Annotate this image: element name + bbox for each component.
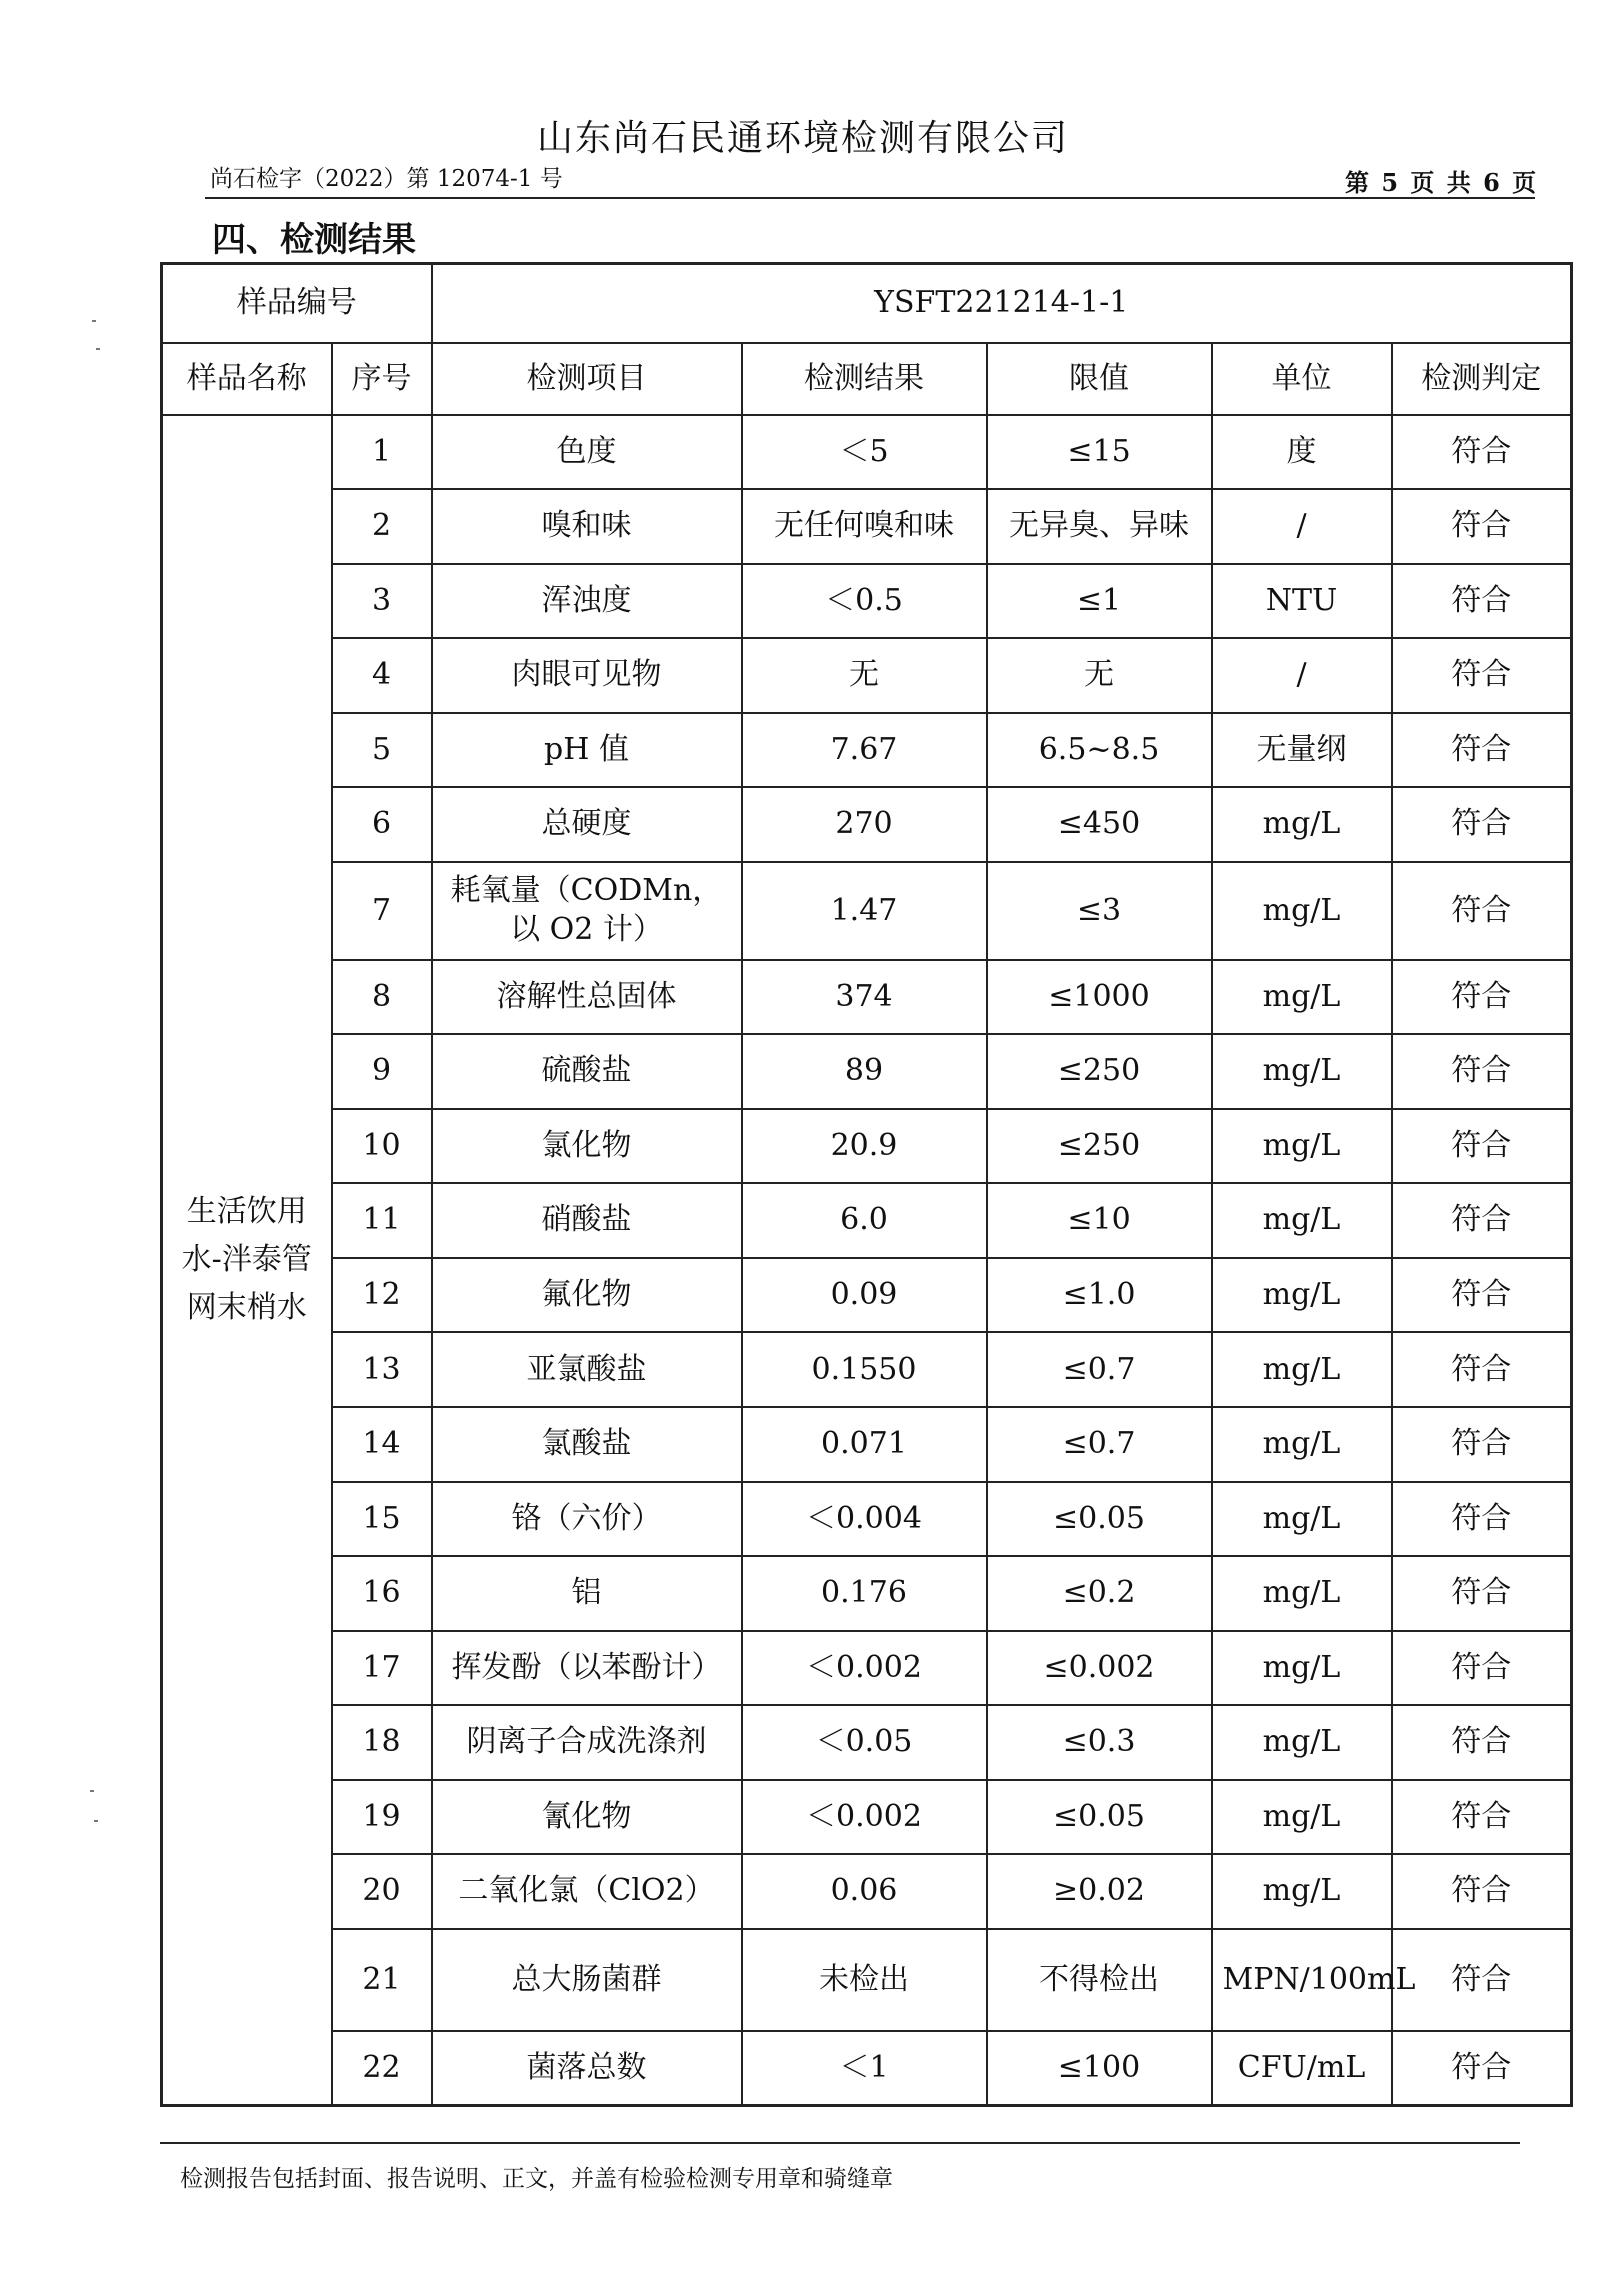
test-item: 氟化物 xyxy=(432,1258,742,1333)
judgement: 符合 xyxy=(1392,489,1572,564)
limit-value: ≤15 xyxy=(987,415,1212,490)
table-row xyxy=(162,1332,1572,1407)
table-row xyxy=(162,564,1572,639)
test-item: 氯酸盐 xyxy=(432,1407,742,1482)
judgement: 符合 xyxy=(1392,415,1572,490)
row-number: 19 xyxy=(332,1780,432,1855)
table-row xyxy=(162,1183,1572,1258)
row-number: 12 xyxy=(332,1258,432,1333)
unit: mg/L xyxy=(1212,862,1392,960)
test-item: 亚氯酸盐 xyxy=(432,1332,742,1407)
judgement: 符合 xyxy=(1392,1407,1572,1482)
test-result: ＜0.002 xyxy=(742,1631,987,1706)
test-result: 7.67 xyxy=(742,713,987,788)
test-item: 菌落总数 xyxy=(432,2031,742,2106)
judgement: 符合 xyxy=(1392,638,1572,713)
test-item: 阴离子合成洗涤剂 xyxy=(432,1705,742,1780)
unit: mg/L xyxy=(1212,1183,1392,1258)
test-result: 1.47 xyxy=(742,862,987,960)
test-result: 未检出 xyxy=(742,1929,987,2031)
test-result: ＜0.05 xyxy=(742,1705,987,1780)
unit: 度 xyxy=(1212,415,1392,490)
test-item: 嗅和味 xyxy=(432,489,742,564)
limit-value: 无 xyxy=(987,638,1212,713)
judgement: 符合 xyxy=(1392,1109,1572,1184)
limit-value: ≤1 xyxy=(987,564,1212,639)
unit: mg/L xyxy=(1212,1780,1392,1855)
limit-value: ≥0.02 xyxy=(987,1854,1212,1929)
judgement: 符合 xyxy=(1392,1780,1572,1855)
test-result: 374 xyxy=(742,960,987,1035)
row-number: 11 xyxy=(332,1183,432,1258)
scan-speck xyxy=(94,1820,98,1822)
judgement: 符合 xyxy=(1392,960,1572,1035)
judgement: 符合 xyxy=(1392,1034,1572,1109)
unit: CFU/mL xyxy=(1212,2031,1392,2106)
scan-speck xyxy=(90,1790,94,1792)
row-number: 2 xyxy=(332,489,432,564)
row-number: 20 xyxy=(332,1854,432,1929)
test-item: 挥发酚（以苯酚计） xyxy=(432,1631,742,1706)
row-number: 21 xyxy=(332,1929,432,2031)
limit-value: ≤1000 xyxy=(987,960,1212,1035)
limit-value: ≤0.05 xyxy=(987,1780,1212,1855)
test-result: 0.06 xyxy=(742,1854,987,1929)
judgement: 符合 xyxy=(1392,713,1572,788)
row-number: 16 xyxy=(332,1556,432,1631)
limit-value: ≤450 xyxy=(987,787,1212,862)
row-number: 6 xyxy=(332,787,432,862)
test-item: 总硬度 xyxy=(432,787,742,862)
report-number: 尚石检字（2022）第 12074-1 号 xyxy=(210,166,563,192)
unit: mg/L xyxy=(1212,787,1392,862)
limit-value: ≤250 xyxy=(987,1034,1212,1109)
row-number: 4 xyxy=(332,638,432,713)
unit: mg/L xyxy=(1212,1407,1392,1482)
limit-value: ≤0.2 xyxy=(987,1556,1212,1631)
limit-value: ≤100 xyxy=(987,2031,1212,2106)
table-row xyxy=(162,1407,1572,1482)
col-header-judgement: 检测判定 xyxy=(1392,343,1572,414)
judgement: 符合 xyxy=(1392,1631,1572,1706)
col-header-item: 检测项目 xyxy=(432,343,742,414)
table-row xyxy=(162,960,1572,1035)
table-row xyxy=(162,1631,1572,1706)
test-item: 二氧化氯（ClO2） xyxy=(432,1854,742,1929)
test-result: ＜0.5 xyxy=(742,564,987,639)
test-item: 铝 xyxy=(432,1556,742,1631)
col-header-sample-name: 样品名称 xyxy=(162,343,332,414)
test-result: ＜5 xyxy=(742,415,987,490)
table-row xyxy=(162,1705,1572,1780)
table-row xyxy=(162,1258,1572,1333)
footer-note: 检测报告包括封面、报告说明、正文，并盖有检验检测专用章和骑缝章 xyxy=(180,2166,893,2192)
col-header-no: 序号 xyxy=(332,343,432,414)
row-number: 13 xyxy=(332,1332,432,1407)
limit-value: ≤1.0 xyxy=(987,1258,1212,1333)
row-number: 10 xyxy=(332,1109,432,1184)
limit-value: ≤10 xyxy=(987,1183,1212,1258)
judgement: 符合 xyxy=(1392,1183,1572,1258)
row-number: 1 xyxy=(332,415,432,490)
judgement: 符合 xyxy=(1392,1482,1572,1557)
table-row xyxy=(162,1556,1572,1631)
judgement: 符合 xyxy=(1392,1332,1572,1407)
table-row xyxy=(162,1929,1572,2031)
test-item: 氰化物 xyxy=(432,1780,742,1855)
row-number: 18 xyxy=(332,1705,432,1780)
test-result: 89 xyxy=(742,1034,987,1109)
row-number: 7 xyxy=(332,862,432,960)
test-result: 0.09 xyxy=(742,1258,987,1333)
judgement: 符合 xyxy=(1392,1929,1572,2031)
test-result: 无 xyxy=(742,638,987,713)
table-row xyxy=(162,1482,1572,1557)
row-number: 15 xyxy=(332,1482,432,1557)
unit: / xyxy=(1212,638,1392,713)
col-header-result: 检测结果 xyxy=(742,343,987,414)
sample-id-value: YSFT221214-1-1 xyxy=(432,264,1572,344)
company-name: 山东尚石民通环境检测有限公司 xyxy=(536,118,1069,159)
scan-speck xyxy=(92,320,96,322)
limit-value: ≤0.7 xyxy=(987,1332,1212,1407)
test-result: 无任何嗅和味 xyxy=(742,489,987,564)
limit-value: ≤0.3 xyxy=(987,1705,1212,1780)
column-header-row xyxy=(162,343,1572,414)
table-row xyxy=(162,1034,1572,1109)
unit: mg/L xyxy=(1212,1109,1392,1184)
table-row xyxy=(162,638,1572,713)
row-number: 5 xyxy=(332,713,432,788)
unit: NTU xyxy=(1212,564,1392,639)
limit-value: ≤0.7 xyxy=(987,1407,1212,1482)
test-result: ＜1 xyxy=(742,2031,987,2106)
judgement: 符合 xyxy=(1392,564,1572,639)
col-header-limit: 限值 xyxy=(987,343,1212,414)
test-result: ＜0.002 xyxy=(742,1780,987,1855)
test-result: ＜0.004 xyxy=(742,1482,987,1557)
unit: 无量纲 xyxy=(1212,713,1392,788)
test-item: 溶解性总固体 xyxy=(432,960,742,1035)
test-item: 肉眼可见物 xyxy=(432,638,742,713)
section-title: 四、检测结果 xyxy=(212,220,416,260)
limit-value: ≤3 xyxy=(987,862,1212,960)
unit: / xyxy=(1212,489,1392,564)
scan-speck xyxy=(96,348,100,350)
test-result: 270 xyxy=(742,787,987,862)
test-item: 浑浊度 xyxy=(432,564,742,639)
unit: mg/L xyxy=(1212,1482,1392,1557)
test-result: 0.1550 xyxy=(742,1332,987,1407)
header-divider xyxy=(205,197,1535,199)
sample-name: 生活饮用水-泮泰管网末梢水 xyxy=(162,415,332,2106)
row-number: 8 xyxy=(332,960,432,1035)
unit: mg/L xyxy=(1212,1556,1392,1631)
judgement: 符合 xyxy=(1392,787,1572,862)
test-result: 20.9 xyxy=(742,1109,987,1184)
limit-value: ≤0.002 xyxy=(987,1631,1212,1706)
unit: mg/L xyxy=(1212,1258,1392,1333)
judgement: 符合 xyxy=(1392,1258,1572,1333)
row-number: 14 xyxy=(332,1407,432,1482)
page-number: 第 5 页 共 6 页 xyxy=(1345,168,1539,197)
test-item: 总大肠菌群 xyxy=(432,1929,742,2031)
table-row xyxy=(162,1780,1572,1855)
unit: MPN/100mL xyxy=(1212,1929,1392,2031)
footer-divider xyxy=(160,2142,1520,2144)
unit: mg/L xyxy=(1212,1034,1392,1109)
limit-value: ≤0.05 xyxy=(987,1482,1212,1557)
test-item: 铬（六价） xyxy=(432,1482,742,1557)
test-item: 硫酸盐 xyxy=(432,1034,742,1109)
test-item: 硝酸盐 xyxy=(432,1183,742,1258)
sample-id-label: 样品编号 xyxy=(162,264,432,344)
test-item: 氯化物 xyxy=(432,1109,742,1184)
judgement: 符合 xyxy=(1392,1854,1572,1929)
row-number: 17 xyxy=(332,1631,432,1706)
row-number: 9 xyxy=(332,1034,432,1109)
test-item: 耗氧量（CODMn，以 O2 计） xyxy=(432,862,742,960)
table-row xyxy=(162,1854,1572,1929)
table-row xyxy=(162,862,1572,960)
test-result: 6.0 xyxy=(742,1183,987,1258)
table-row xyxy=(162,415,1572,490)
judgement: 符合 xyxy=(1392,2031,1572,2106)
limit-value: 不得检出 xyxy=(987,1929,1212,2031)
table-row xyxy=(162,787,1572,862)
sample-id-row xyxy=(162,264,1572,344)
row-number: 3 xyxy=(332,564,432,639)
unit: mg/L xyxy=(1212,1705,1392,1780)
limit-value: 6.5~8.5 xyxy=(987,713,1212,788)
table-row xyxy=(162,1109,1572,1184)
limit-value: ≤250 xyxy=(987,1109,1212,1184)
test-item: pH 值 xyxy=(432,713,742,788)
judgement: 符合 xyxy=(1392,1705,1572,1780)
test-item: 色度 xyxy=(432,415,742,490)
table-row xyxy=(162,713,1572,788)
unit: mg/L xyxy=(1212,960,1392,1035)
col-header-unit: 单位 xyxy=(1212,343,1392,414)
limit-value: 无异臭、异味 xyxy=(987,489,1212,564)
table-row xyxy=(162,489,1572,564)
unit: mg/L xyxy=(1212,1631,1392,1706)
results-table xyxy=(160,262,1573,2107)
unit: mg/L xyxy=(1212,1332,1392,1407)
test-result: 0.176 xyxy=(742,1556,987,1631)
test-result: 0.071 xyxy=(742,1407,987,1482)
judgement: 符合 xyxy=(1392,1556,1572,1631)
table-row xyxy=(162,2031,1572,2106)
judgement: 符合 xyxy=(1392,862,1572,960)
unit: mg/L xyxy=(1212,1854,1392,1929)
row-number: 22 xyxy=(332,2031,432,2106)
